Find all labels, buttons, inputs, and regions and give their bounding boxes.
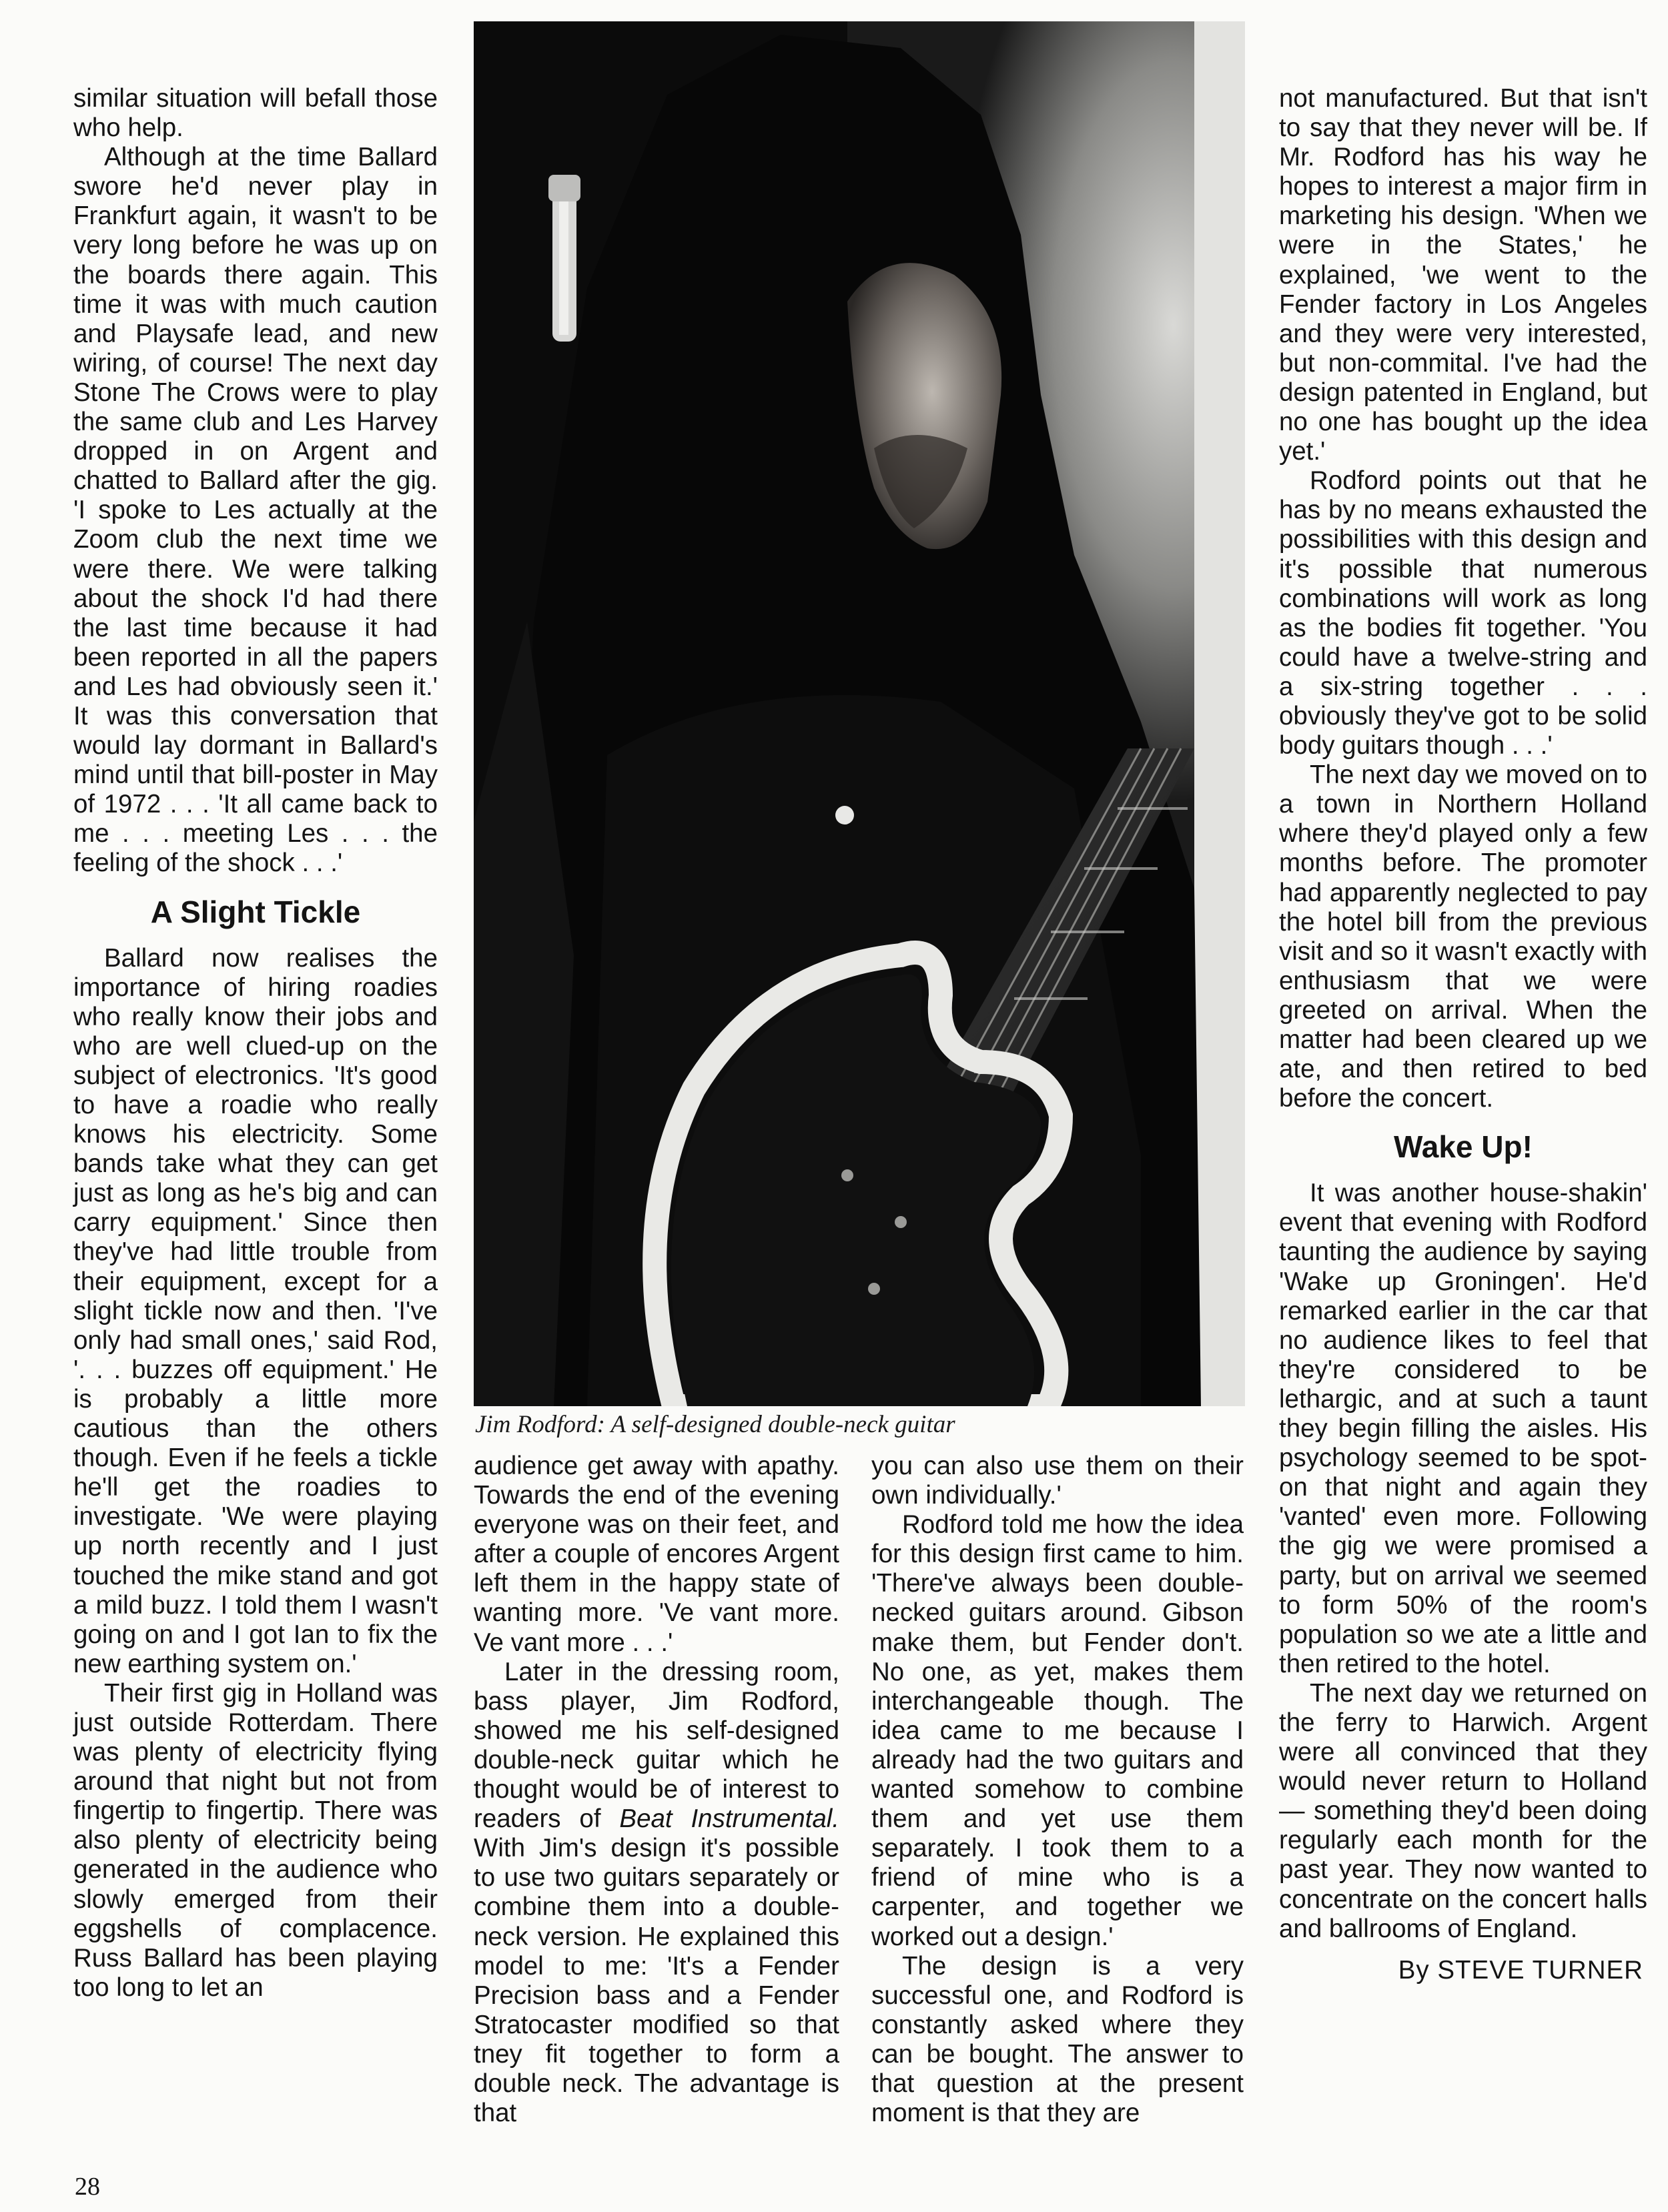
paragraph: similar situation will befall those who help. bbox=[73, 84, 438, 143]
paragraph: Ballard now realises the importance of hiring roadies who really know their jobs and who are well clued-up on the subject of electronics. 'It's good to have a roadie who really knows his electricity. Some bands take what they can get just as long as he's big and can carry equipment.' Since then they've had little trouble from their equipment, except for a slight tickle now and then. 'I've only had small ones,' said Rod, '. . . buzzes off equipment.' He is probably a little more cautious than the others though. Even if he feels a tickle he'll get the roadies to investigate. 'We were playing up north recently and I just touched the mike stand and got a mild buzz. I told them I wasn't going on and I got Ian to fix the new earthing system on.' bbox=[73, 943, 438, 1678]
paragraph-text: Later in the dressing room, bass player, Jim Rodford, showed me his self-designed double-neck guitar which he thought would be of interest to readers of bbox=[474, 1657, 839, 1834]
article-column-4 bbox=[1279, 84, 1647, 1985]
paragraph: It was another house-shakin' event that evening with Rodford taunting the audience by saying 'Wake up Groningen'. He'd remarked earlier in the car that no audience likes to feel that they're considered to be lethargic, and at such a taunt they begin filling the aisles. His psychology seemed to be spot-on that night and again they 'vanted' even more. Following the gig we were promised a party, but on arrival we seemed to form 50% of the room's population so we ate a little and then retired to the hotel. bbox=[1279, 1179, 1647, 1678]
paragraph: Although at the time Ballard swore he'd never play in Frankfurt again, it wasn't to be very long before he was up on the boards there again. This time it was with much caution and Playsafe lead, and new wiring, of course! The next day Stone The Crows were to play the same club and Les Harvey dropped in on Argent and chatted to Ballard after the gig. 'I spoke to Les actually at the Zoom club the next time we were there. We were talking about the shock I'd had there the last time because it had been reported in all the papers and Les had obviously seen it.' It was this conversation that would lay dormant in Ballard's mind until that bill-poster in May of 1972 . . . 'It all came back to me . . . meeting Les . . . the feeling of the shock . . .' bbox=[73, 143, 438, 878]
paragraph-text: With Jim's design it's possible to use two guitars separately or combine them into a double-neck version. He explained this model to me: 'It's a Fender Precision bass and a Fender Stratocaster modified so that tney fit together to form a double neck. The advantage is that bbox=[474, 1834, 839, 2128]
article-column-1 bbox=[73, 84, 438, 2003]
section-heading-slight-tickle: A Slight Tickle bbox=[150, 894, 361, 929]
article-column-2 bbox=[474, 1452, 839, 2128]
paragraph: not manufactured. But that isn't to say that they never will be. If Mr. Rodford has his way he hopes to interest a major firm in marketing his design. 'When we were in the States,' he explained, 'we went to the Fender factory in Los Angeles and they were very interested, but non-commital. I've had the design patented in England, but no one has bought up the idea yet.' bbox=[1279, 84, 1647, 466]
article-column-3 bbox=[871, 1452, 1244, 2128]
paragraph: The design is a very successful one, and Rodford is constantly asked where they can be bought. The answer to that question at the present moment is that they are bbox=[871, 1951, 1244, 2128]
paragraph: Rodford told me how the idea for this design first came to him. 'There've always been double-necked guitars around. Gibson make them, but Fender don't. No one, as yet, makes them interchangeable though. The idea came to me because I already had the two guitars and wanted somehow to combine them and yet use them separately. I took them to a friend of mine who is a carpenter, and together we worked out a design.' bbox=[871, 1510, 1244, 1951]
section-heading-wake-up: Wake Up! bbox=[1394, 1129, 1533, 1165]
paragraph bbox=[474, 1658, 839, 2129]
paragraph: you can also use them on their own individually.' bbox=[871, 1452, 1244, 1510]
paragraph: audience get away with apathy. Towards the end of the evening everyone was on their feet, and after a couple of encores Argent left them in the happy state of wanting more. 'Ve vant more. Ve vant more . . .' bbox=[474, 1452, 839, 1657]
publication-title: Beat Instrumental. bbox=[619, 1804, 839, 1834]
paragraph: Their first gig in Holland was just outside Rotterdam. There was plenty of electricity flying around that night but not from fingertip to fingertip. There was also plenty of electricity being generated in the audience who slowly emerged from their eggshells of complacence. Russ Ballard has been playing too long to let an bbox=[73, 1678, 438, 2002]
paragraph: The next day we returned on the ferry to Harwich. Argent were all convinced that they would never return to Holland — something they'd been doing regularly each month for the past year. They now wanted to concentrate on the concert halls and ballrooms of England. bbox=[1279, 1678, 1647, 1943]
paragraph: Rodford points out that he has by no means exhausted the possibilities with this design and it's possible that numerous combinations will work as long as the bodies fit together. 'You could have a twelve-string and a six-string together . . . obviously they've got to be solid body guitars though . . .' bbox=[1279, 466, 1647, 760]
photo-jim-rodford bbox=[474, 21, 1245, 1406]
page-number: 28 bbox=[75, 2173, 100, 2201]
paragraph: The next day we moved on to a town in Northern Holland where they'd played only a few months before. The promoter had apparently neglected to pay the hotel bill from the previous visit and so it wasn't exactly with enthusiasm that we were greeted on arrival. When the matter had been cleared up we ate, and then retired to bed before the concert. bbox=[1279, 760, 1647, 1113]
author-byline: By STEVE TURNER bbox=[1398, 1955, 1643, 1985]
photo-caption: Jim Rodford: A self-designed double-neck guitar bbox=[475, 1411, 955, 1438]
